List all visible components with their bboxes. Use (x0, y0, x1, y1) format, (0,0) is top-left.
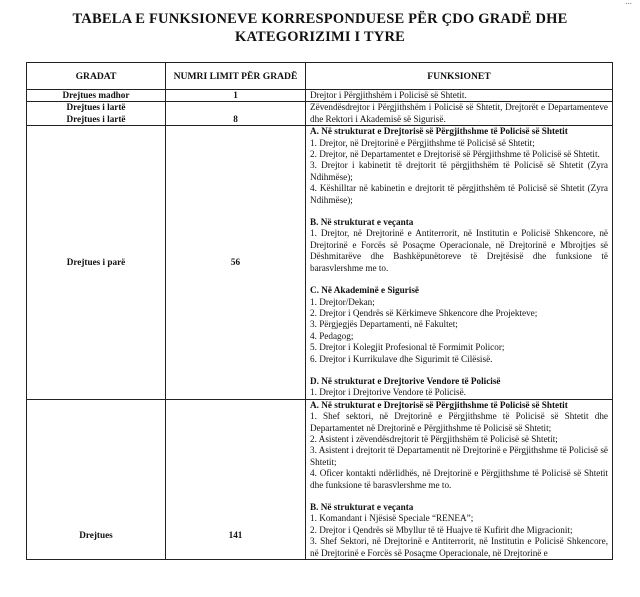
list-item: 2. Drejtor i Qendrës së Kërkimeve Shkencore dhe Projekteve; (310, 307, 538, 318)
function-cell: Zëvendësdrejtor i Përgjithshëm i Policisë së Shtetit, Drejtorët e Departamenteve dhe Rektori i Akademisë së Sigurisë. (306, 102, 613, 126)
list-item: 1. Drejtor, në Drejtorinë e Antiterrorit, në Institutin e Policisë Shkencore, në Drejtorinë e Forcës së Posaçme Operacionale, në Drejtorinë e Mbrojtjes së Dëshmitarëve dhe Bashkëpunëtoreve të Drejtësisë dhe funksione të barasvlershme me to. (310, 228, 608, 273)
title-line-1: TABELA E FUNKSIONEVE KORRESPONDUESE PËR ÇDO GRADË DHE (72, 11, 568, 27)
header-numri-limit: NUMRI LIMIT PËR GRADË (166, 63, 306, 90)
page-corner-mark: ... (625, 0, 632, 6)
grade-cell (27, 102, 166, 126)
header-funksionet: FUNKSIONET (306, 63, 613, 90)
table-row-drejtues (27, 399, 613, 559)
list-item: 3. Përgjegjës Departamenti, në Fakultet; (310, 319, 458, 330)
list-item: 2. Drejtor, në Departamentet e Drejtorisë së Përgjithshme të Policisë së Shtetit. (310, 149, 600, 160)
limit-cell: 1 (166, 90, 306, 102)
section-title: D. Në strukturat e Drejtorive Vendore të Policisë (310, 375, 501, 386)
list-item: 3. Asistent i drejtorit të Departamentit në Drejtorinë e Përgjithshme të Policisë së Shtetit; (310, 445, 608, 467)
section-title: B. Në strukturat e veçanta (310, 217, 414, 228)
list-item: 3. Drejtor i kabinetit të drejtorit të përgjithshëm të Policisë së Shtetit (Zyra Ndihmëse); (310, 160, 608, 182)
list-item: 4. Oficer kontakti ndërlidhës, në Drejtorinë e Përgjithshme të Policisë së Shtetit dhe funksione të barasvlershme me to. (310, 468, 608, 490)
limit-cell: 56 (166, 126, 306, 400)
list-item: 6. Drejtor i Kurrikulave dhe Sigurimit të Cilësisë. (310, 353, 493, 364)
table-header-row (27, 63, 613, 90)
section-title: A. Në strukturat e Drejtorisë së Përgjithshme të Policisë së Shtetit (310, 399, 568, 410)
function-cell (306, 399, 613, 559)
limit-value: 8 (233, 113, 238, 124)
section-title: C. Në Akademinë e Sigurisë (310, 285, 419, 296)
section-title: B. Në strukturat e veçanta (310, 502, 414, 512)
list-item: 4. Këshilltar në kabinetin e drejtorit të përgjithshëm të Policisë së Shtetit (Zyra Ndihmëse); (310, 183, 608, 205)
grade-label-1: Drejtues i lartë (66, 102, 126, 113)
grade-cell: Drejtues i parë (27, 126, 166, 400)
table-row-larte (27, 102, 613, 126)
function-cell: Drejtor i Përgjithshëm i Policisë së Shtetit. (306, 90, 613, 102)
grade-label-2: Drejtues i lartë (66, 113, 126, 124)
document-title (0, 10, 640, 46)
table-row-madhor (27, 90, 613, 102)
title-line-2: KATEGORIZIMI I TYRE (234, 29, 406, 45)
list-item: 1. Drejtor/Dekan; (310, 296, 375, 307)
table-row-pare (27, 126, 613, 400)
function-cell (306, 126, 613, 400)
grade-cell: Drejtues madhor (27, 90, 166, 102)
list-item: 4. Pedagog; (310, 330, 354, 341)
list-item: 1. Komandant i Njësisë Speciale “RENEA”; (310, 513, 474, 524)
list-item: 2. Drejtor i Qendrës së Mbyllur të të Huajve të Kufirit dhe Migracionit; (310, 524, 573, 535)
functions-table (26, 62, 613, 560)
list-item: 3. Shef Sektori, në Drejtorinë e Antiterrorit, në Institutin e Policisë Shkencore, në Drejtorinë e Forcës së Posaçme Operacionale, në Drejtorinë e (310, 536, 608, 558)
list-item: 5. Drejtor i Kolegjit Profesional të Formimit Policor; (310, 342, 505, 353)
section-title: A. Në strukturat e Drejtorisë së Përgjithshme të Policisë së Shtetit (310, 126, 568, 137)
list-item: 2. Asistent i zëvendësdrejtorit të Përgjithshëm të Policisë së Shtetit; (310, 433, 558, 444)
header-gradat: GRADAT (27, 63, 166, 90)
list-item: 1. Shef sektori, në Drejtorinë e Përgjithshme të Policisë së Shtetit dhe Departamentet në Drejtorinë e Përgjithshme të Policisë së Shtetit; (310, 411, 608, 433)
grade-cell: Drejtues (27, 399, 166, 559)
limit-cell: 141 (166, 399, 306, 559)
list-item: 1. Drejtor, në Drejtorinë e Përgjithshme të Policisë së Shtetit; (310, 137, 535, 148)
list-item: 1. Drejtor i Drejtorive Vendore të Policisë. (310, 387, 466, 398)
limit-cell (166, 102, 306, 126)
